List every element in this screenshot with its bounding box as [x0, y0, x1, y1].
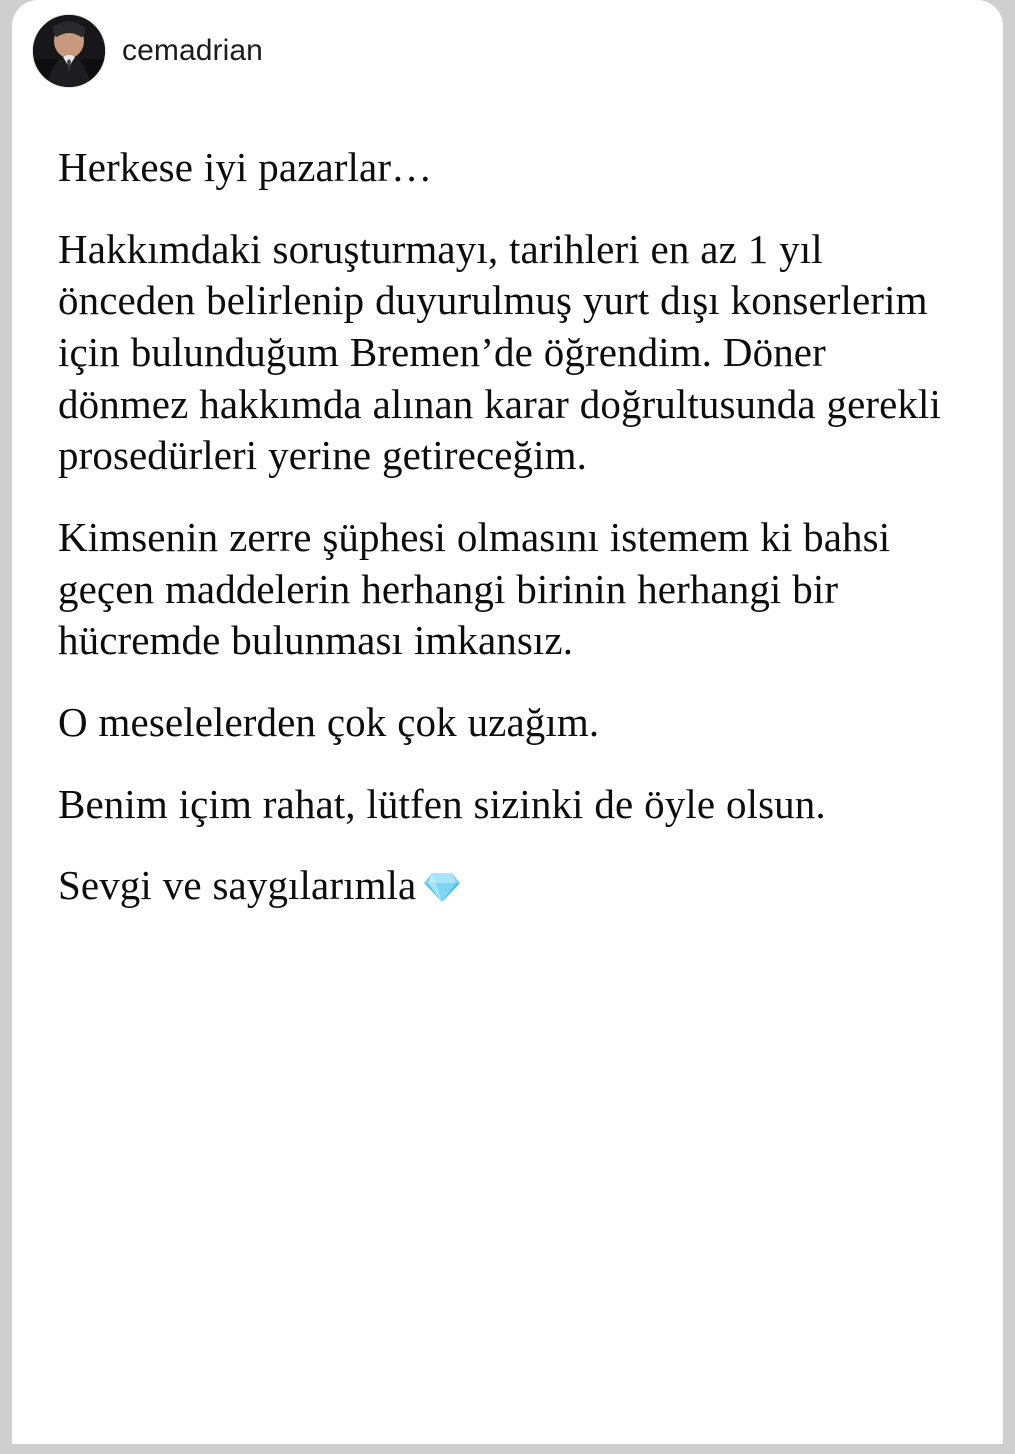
closing-text: Sevgi ve saygılarımla — [58, 862, 417, 909]
post-text-body — [12, 98, 1003, 912]
username-label[interactable]: cemadrian — [122, 34, 263, 67]
post-paragraph: Hakkımdaki soruşturmayı, tarihleri en az 1 yıl önceden belirlenip duyurulmuş yurt dışı konserlerim için bulunduğum Bremen’de öğrendim. Döner dönmez hakkımda alınan karar doğrultusunda gerekli prosedürleri yerine getireceğim. — [58, 225, 942, 479]
profile-photo-icon — [33, 15, 105, 87]
post-paragraph: Herkese iyi pazarlar… — [58, 144, 433, 190]
post-paragraph: O meselelerden çok çok uzağım. — [58, 698, 600, 745]
gem-stone-emoji — [422, 866, 462, 902]
post-header — [12, 0, 1003, 98]
post-paragraph: Kimsenin zerre şüphesi olmasını istemem ki bahsi geçen maddelerin herhangi birinin herhangi bir hücremde bulunması imkansız. — [58, 513, 891, 664]
post-paragraph: Benim içim rahat, lütfen sizinki de öyle olsun. — [58, 780, 826, 827]
avatar[interactable] — [32, 14, 106, 88]
post-closing-paragraph — [58, 860, 957, 912]
post-card — [12, 0, 1003, 1444]
